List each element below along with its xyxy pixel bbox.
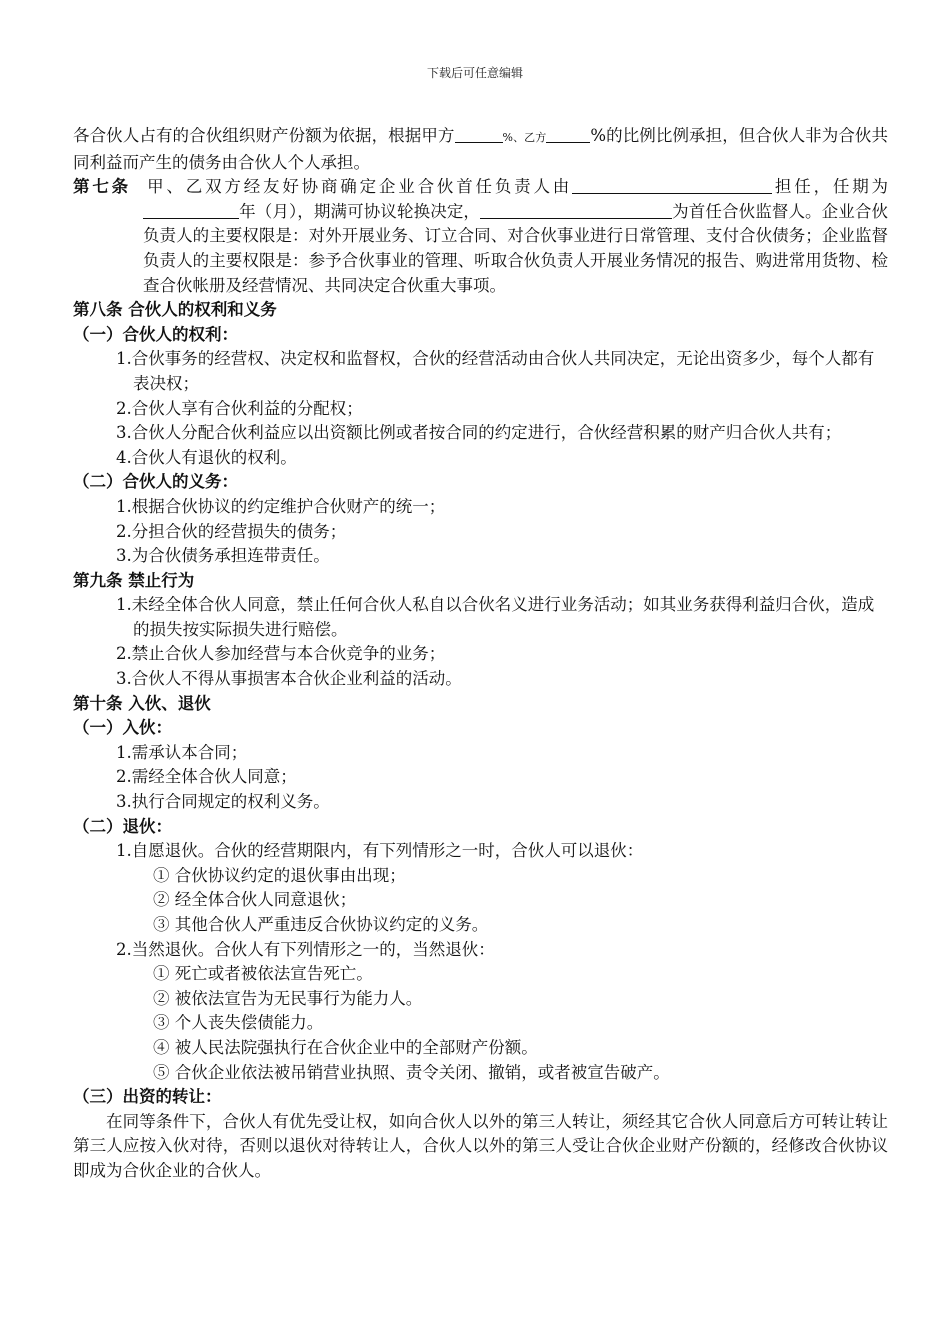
document-body xyxy=(73,124,888,1184)
automatic-quit: 2.当然退伙。合伙人有下列情形之一的，当然退伙： xyxy=(116,939,495,959)
rights-title: （一）合伙人的权利： xyxy=(73,324,238,344)
article-7-text-2: 担任，任期为 xyxy=(772,177,889,197)
page-header: 下载后可任意编辑 xyxy=(426,66,523,80)
sub-list-item: ② 被依法宣告为无民事行为能力人。 xyxy=(153,988,423,1008)
voluntary-quit: 1.自愿退伙。合伙的经营期限内，有下列情形之一时，合伙人可以退伙： xyxy=(116,841,644,861)
article-9-title: 第九条 禁止行为 xyxy=(73,570,195,590)
supervisor-blank[interactable] xyxy=(480,203,672,219)
article-7-text-3: 年（月），期满可协议轮换决定， xyxy=(239,201,481,221)
transfer-paragraph: 在同等条件下，合伙人有优先受让权，如向合伙人以外的第三人转让，须经其它合伙人同意后方可转让转让第三人应按入伙对待，否则以退伙对待转让人，合伙人以外的第三人受让合伙企业财产份额的，经修改合伙协议即成为合伙企业的合伙人。 xyxy=(73,1111,888,1180)
article-7-text-1: 甲、乙双方经友好协商确定企业合伙首任负责人由 xyxy=(147,177,573,197)
term-blank[interactable] xyxy=(143,203,239,219)
article-7-text-4: 为首任合伙监督人。企业合伙负责人的主要权限是：对外开展业务、订立合同、对合伙事业进行日常管理、支付合伙债务；企业监督负责人的主要权限是：参予合伙事业的管理、听取合伙负责人开展业务情况的报告、购进常用货物、检查合伙帐册及经营情况、共同决定合伙重大事项。 xyxy=(143,201,889,295)
sub-list-item: ② 经全体合伙人同意退伙； xyxy=(153,890,357,910)
list-item: 1.根据合伙协议的约定维护合伙财产的统一； xyxy=(116,496,446,516)
list-item: 4.合伙人有退伙的权利。 xyxy=(116,447,297,467)
list-item: 2.禁止合伙人参加经营与本合伙竞争的业务； xyxy=(116,644,446,664)
quit-title: （二）退伙： xyxy=(73,816,172,836)
article-10-title: 第十条 入伙、退伙 xyxy=(73,693,211,713)
sub-list-item: ③ 个人丧失偿债能力。 xyxy=(153,1013,324,1033)
sub-list-item: ① 合伙协议约定的退伙事由出现； xyxy=(153,865,406,885)
sub-list-item: ③ 其他合伙人严重违反合伙协议约定的义务。 xyxy=(153,915,489,934)
intro-text-2: %、乙方 xyxy=(502,131,547,144)
list-item: 1.合伙事务的经营权、决定权和监督权，合伙的经营活动由合伙人共同决定，无论出资多少，每个人都有表决权； xyxy=(116,349,875,393)
list-item: 1.需承认本合同； xyxy=(116,742,248,762)
party-a-ratio-blank[interactable] xyxy=(455,127,503,143)
list-item: 2.需经全体合伙人同意； xyxy=(116,767,297,787)
list-item: 2.分担合伙的经营损失的债务； xyxy=(116,521,347,541)
intro-text-1: 各合伙人占有的合伙组织财产份额为依据，根据甲方 xyxy=(73,126,455,145)
intro-paragraph xyxy=(73,124,888,175)
party-b-ratio-blank[interactable] xyxy=(546,127,590,143)
list-item: 2.合伙人享有合伙利益的分配权； xyxy=(116,398,363,418)
sub-list-item: ① 死亡或者被依法宣告死亡。 xyxy=(153,964,373,984)
article-7-label: 第七条 xyxy=(73,177,131,197)
list-item: 3.执行合同规定的权利义务。 xyxy=(116,792,330,812)
list-item: 3.合伙人分配合伙利益应以出资额比例或者按合同的约定进行，合伙经营积累的财产归合伙人共有； xyxy=(116,423,842,443)
article-8-title: 第八条 合伙人的权利和义务 xyxy=(73,300,277,320)
article-7 xyxy=(73,175,888,298)
transfer-title: （三）出资的转让： xyxy=(73,1087,222,1107)
duties-title: （二）合伙人的义务： xyxy=(73,472,238,492)
sub-list-item: ⑤ 合伙企业依法被吊销营业执照、责令关闭、撤销，或者被宣告破产。 xyxy=(153,1062,670,1082)
list-item: 1.未经全体合伙人同意，禁止任何合伙人私自以合伙名义进行业务活动；如其业务获得利益归合伙，造成的损失按实际损失进行赔偿。 xyxy=(116,595,875,639)
list-item: 3.合伙人不得从事损害本合伙企业利益的活动。 xyxy=(116,669,462,689)
first-manager-blank[interactable] xyxy=(572,178,772,194)
join-title: （一）入伙： xyxy=(73,718,172,738)
intro-text-3: %的比例比例承担，但合伙人非为合伙共同利益而产生的债务由合伙人个人承担。 xyxy=(73,126,889,172)
list-item: 3.为合伙债务承担连带责任。 xyxy=(116,546,330,566)
sub-list-item: ④ 被人民法院强执行在合伙企业中的全部财产份额。 xyxy=(153,1037,538,1057)
